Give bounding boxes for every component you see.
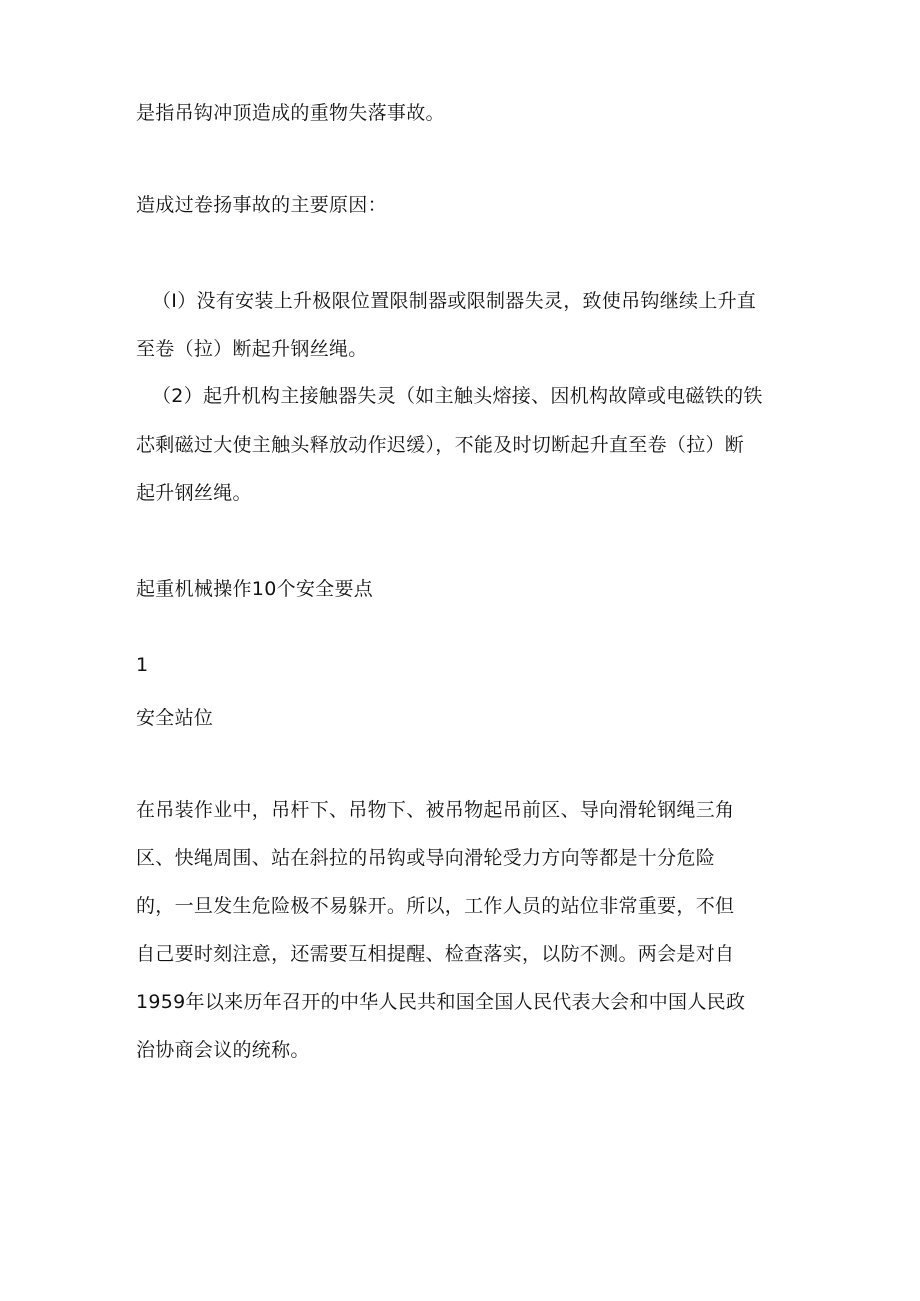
cause-1-line-1: （I）没有安装上升极限位置限制器或限制器失灵，致使吊钩继续上升直 xyxy=(152,290,757,312)
body-line-5: 1959年以来历年召开的中华人民共和国全国人民代表大会和中国人民政 xyxy=(136,991,746,1013)
intro-tail-text: 是指吊钩冲顶造成的重物失落事故。 xyxy=(136,102,445,124)
cause-1-line-2: 至卷（拉）断起升钢丝绳。 xyxy=(136,338,368,360)
section-title: 起重机械操作10个安全要点 xyxy=(136,578,374,600)
item-number: 1 xyxy=(136,654,149,676)
body-line-3: 的，一旦发生危险极不易躲开。所以，工作人员的站位非常重要，不但 xyxy=(136,895,735,917)
cause-2-line-3: 起升钢丝绳。 xyxy=(136,482,252,504)
body-line-4: 自己要时刻注意，还需要互相提醒、检查落实，以防不测。两会是对自 xyxy=(136,943,735,965)
body-line-6: 治协商会议的统称。 xyxy=(136,1039,310,1061)
cause-2-line-1: （2）起升机构主接触器失灵（如主触头熔接、因机构故障或电磁铁的铁 xyxy=(152,385,763,407)
body-line-1: 在吊装作业中，吊杆下、吊物下、被吊物起吊前区、导向滑轮钢绳三角 xyxy=(136,799,735,821)
causes-heading: 造成过卷扬事故的主要原因： xyxy=(136,194,387,216)
cause-2-line-2: 芯剩磁过大使主触头释放动作迟缓），不能及时切断起升直至卷（拉）断 xyxy=(136,434,745,456)
item-title: 安全站位 xyxy=(136,707,214,729)
body-line-2: 区、快绳周围、站在斜拉的吊钩或导向滑轮受力方向等都是十分危险 xyxy=(136,847,716,869)
